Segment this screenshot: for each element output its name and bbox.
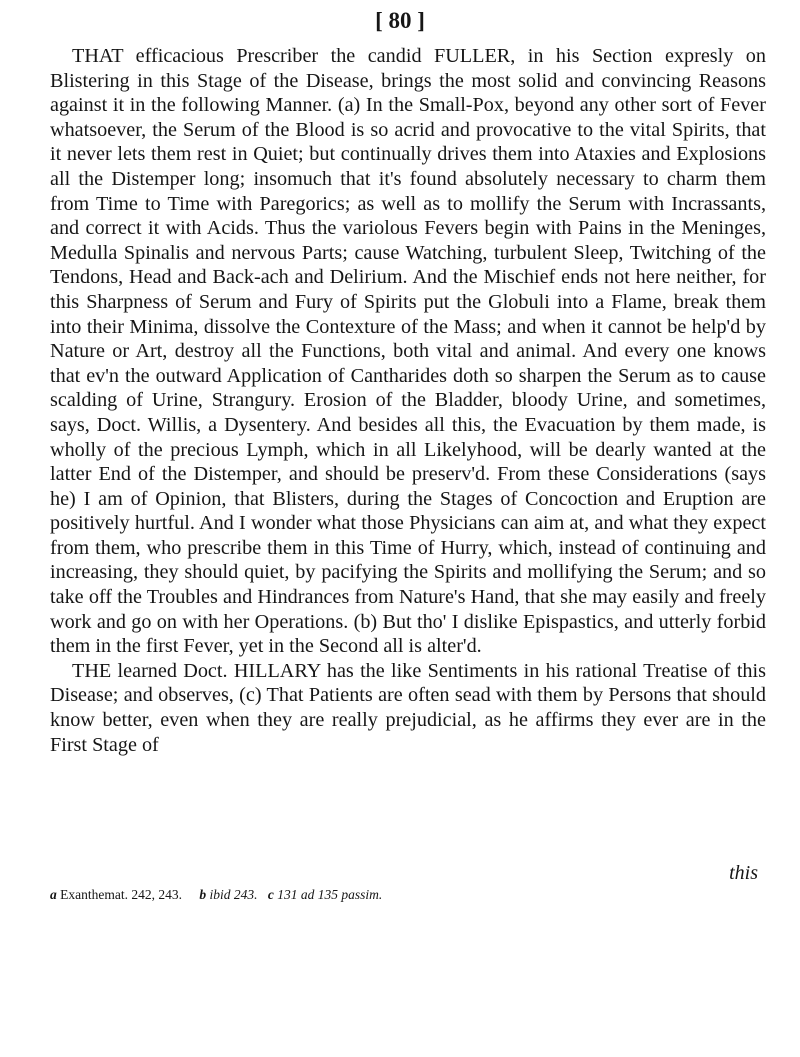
footnote-a: a Exanthemat. 242, 243.	[50, 887, 182, 902]
paragraph-hillary: THE learned Doct. HILLARY has the like Sentiments in his rational Treatise of this Disease; and observes, (c) That Patients are often sead with them by Persons that should know better, even when they are really prejudicial, as he affirms they ever are in the First Stage of	[50, 659, 766, 756]
footnotes	[50, 887, 750, 903]
footnote-c: c 131 ad 135 passim.	[267, 887, 383, 902]
catchword: this	[729, 862, 758, 884]
paragraph-fuller: THAT efficacious Prescriber the candid FULLER, in his Section expresly on Blistering in this Stage of the Disease, brings the most solid and convincing Reasons against it in the following Manner. (a) In the Small-Pox, beyond any other sort of Fever whatsoever, the Serum of the Blood is so acrid and provocative to the vital Spirits, that it never lets them rest in Quiet; but continually drives them into Ataxies and Explosions all the Distemper long; insomuch that it's found absolutely necessary to charm them from Time to Time with Paregorics; as well as to mollify the Serum with Incrassants, and correct it with Acids. Thus the variolous Fevers begin with Pains in the Meninges, Medulla Spinalis and nervous Parts; cause Watching, turbulent Sleep, Twitching of the Tendons, Head and Back-ach and Delirium. And the Mischief ends not here neither, for this Sharpness of Serum and Fury of Spirits put the Globuli into a Flame, break them into their Minima, dissolve the Contexture of the Mass; and when it cannot be help'd by Nature or Art, destroy all the Functions, both vital and animal. And every one knows that ev'n the outward Application of Cantharides doth so sharpen the Serum as to cause scalding of Urine, Strangury. Erosion of the Bladder, bloody Urine, and sometimes, says, Doct. Willis, a Dysentery. And besides all this, the Evacuation by them made, is wholly of the precious Lymph, which in all Likelyhood, will be dearly wanted at the latter End of the Distemper, and should be preserv'd. From these Considerations (says he) I am of Opinion, that Blisters, during the Stages of Concoction and Eruption are positively hurtful. And I wonder what those Physicians can aim at, and what they expect from them, who prescribe them in this Time of Hurry, which, instead of continuing and increasing, they should quiet, by pacifying the Spirits and mollifying the Serum; and so take off the Troubles and Hindrances from Nature's Hand, that she may easily and freely work and go on with her Operations. (b) But tho' I dislike Epispastics, and utterly forbid them in the first Fever, yet in the Second all is alter'd.	[50, 45, 766, 658]
footnote-b: b ibid 243.	[199, 887, 258, 902]
page-number: [ 80 ]	[375, 8, 425, 33]
body-text	[50, 44, 766, 757]
